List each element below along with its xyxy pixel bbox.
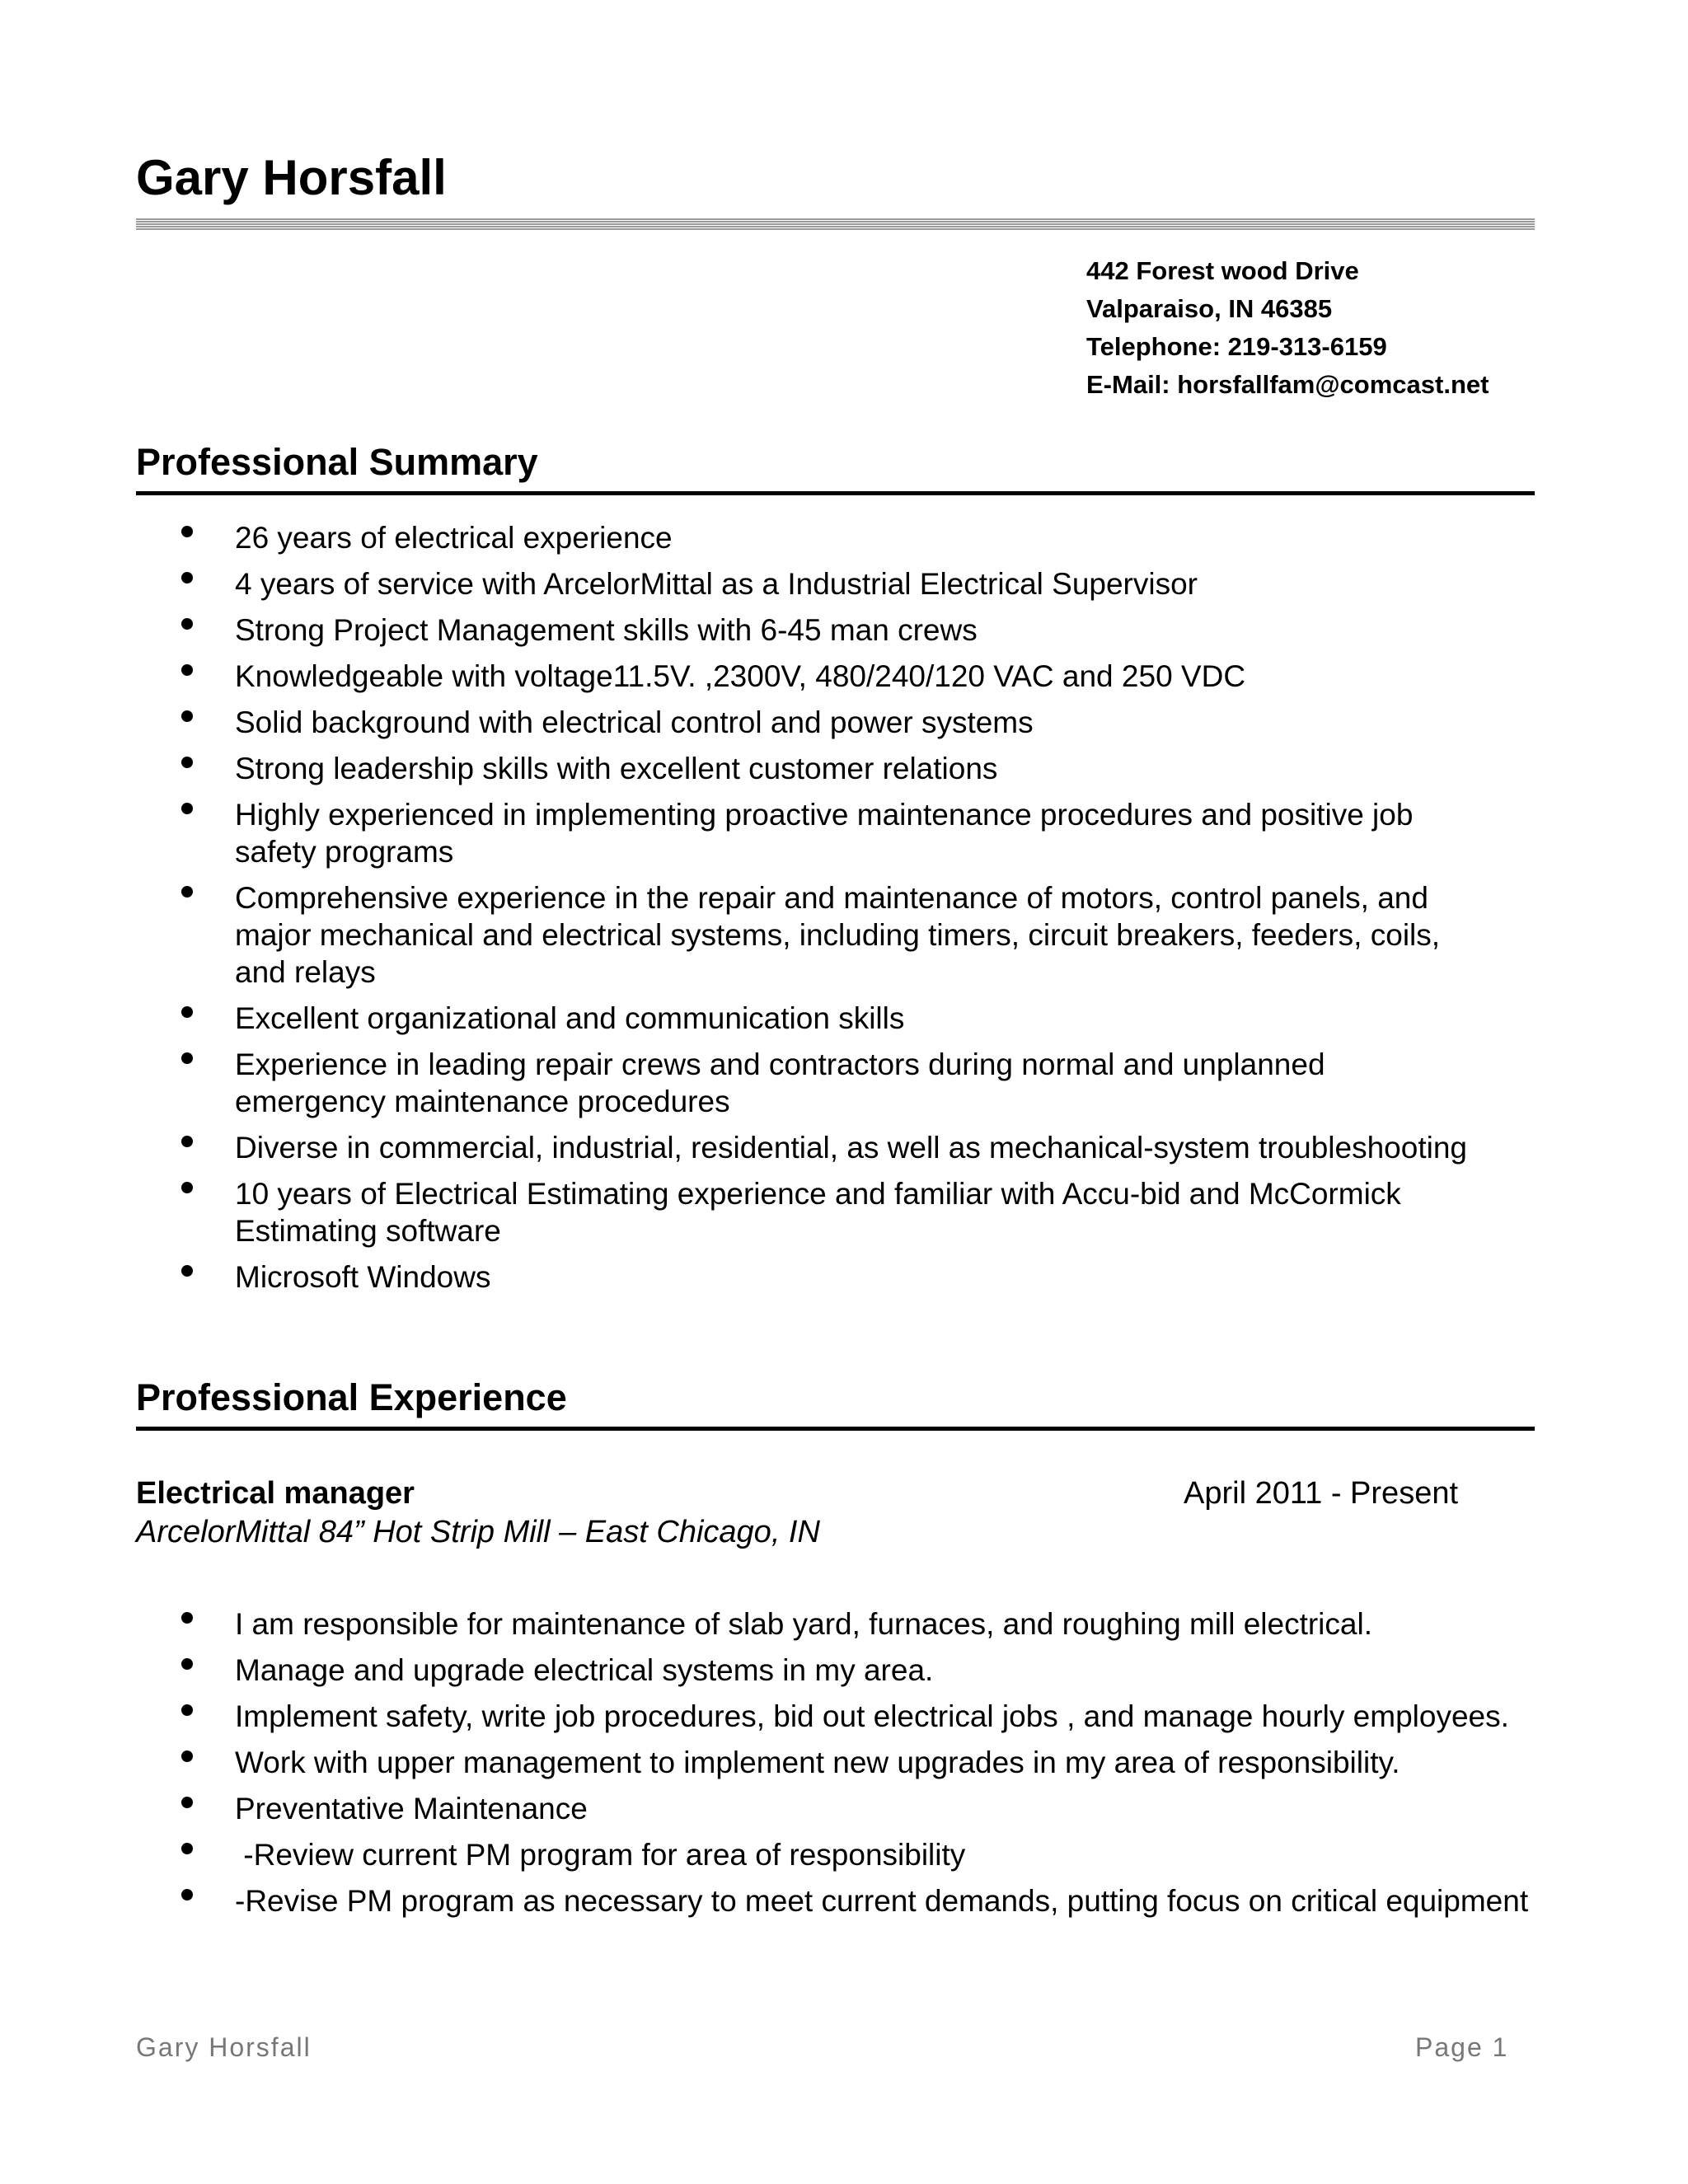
bullet-icon <box>181 1797 193 1808</box>
bullet-icon <box>181 664 193 676</box>
list-item: Microsoft Windows <box>136 1258 1471 1296</box>
bullet-icon <box>181 803 193 814</box>
bullet-icon <box>181 1612 193 1624</box>
bullet-icon <box>181 710 193 722</box>
list-item: Work with upper management to implement new upgrades in my area of responsibility. <box>136 1744 1535 1781</box>
bullet-icon <box>181 1182 193 1193</box>
job-title: Electrical manager <box>136 1476 415 1511</box>
summary-heading: Professional Summary <box>136 441 538 483</box>
telephone: Telephone: 219-313-6159 <box>1086 332 1387 361</box>
list-item: Comprehensive experience in the repair and maintenance of motors, control panels, and major mechanical and electrical systems, including timers, circuit breakers, feeders, coils, and relays <box>136 879 1471 991</box>
bullet-icon <box>181 572 193 583</box>
name-divider <box>136 218 1535 230</box>
bullet-icon <box>181 886 193 898</box>
list-item: 10 years of Electrical Estimating experience and familiar with Accu-bid and McCormick Estimating software <box>136 1175 1471 1249</box>
bullet-icon <box>181 1843 193 1854</box>
list-item: 4 years of service with ArcelorMittal as a Industrial Electrical Supervisor <box>136 565 1471 602</box>
experience-heading: Professional Experience <box>136 1376 567 1418</box>
list-item: Strong leadership skills with excellent customer relations <box>136 750 1471 787</box>
bullet-icon <box>181 1052 193 1064</box>
experience-divider <box>136 1427 1535 1431</box>
list-item: Highly experienced in implementing proactive maintenance procedures and positive job safety programs <box>136 796 1471 870</box>
list-item: Experience in leading repair crews and contractors during normal and unplanned emergency maintenance procedures <box>136 1046 1471 1120</box>
bullet-icon <box>181 1006 193 1018</box>
bullet-icon <box>181 526 193 537</box>
bullet-icon <box>181 757 193 768</box>
list-item: -Review current PM program for area of responsibility <box>136 1836 1535 1873</box>
list-item: Knowledgeable with voltage11.5V. ,2300V, 480/240/120 VAC and 250 VDC <box>136 658 1471 695</box>
bullet-icon <box>181 1889 193 1900</box>
list-item: Manage and upgrade electrical systems in my area. <box>136 1652 1535 1689</box>
list-item: -Revise PM program as necessary to meet current demands, putting focus on critical equipment <box>136 1882 1535 1919</box>
job-duties-list <box>136 1605 1535 1929</box>
bullet-icon <box>181 1265 193 1277</box>
bullet-icon <box>181 1658 193 1670</box>
bullet-icon <box>181 1750 193 1762</box>
summary-list <box>136 519 1471 1305</box>
list-item: Preventative Maintenance <box>136 1790 1535 1827</box>
footer-page-number: Page 1 <box>1415 2032 1509 2062</box>
list-item: Strong Project Management skills with 6-45 man crews <box>136 612 1471 649</box>
job-dates: April 2011 - Present <box>1184 1476 1459 1511</box>
list-item: 26 years of electrical experience <box>136 519 1471 556</box>
bullet-icon <box>181 1136 193 1147</box>
resume-name: Gary Horsfall <box>136 150 447 205</box>
bullet-icon <box>181 618 193 630</box>
list-item: Diverse in commercial, industrial, residential, as well as mechanical-system troubleshooting <box>136 1129 1471 1166</box>
job-company: ArcelorMittal 84” Hot Strip Mill – East Chicago, IN <box>136 1515 820 1549</box>
contact-block <box>1086 252 1489 404</box>
footer-name: Gary Horsfall <box>136 2032 312 2062</box>
list-item: I am responsible for maintenance of slab yard, furnaces, and roughing mill electrical. <box>136 1605 1535 1643</box>
bullet-icon <box>181 1704 193 1716</box>
list-item: Implement safety, write job procedures, bid out electrical jobs , and manage hourly employees. <box>136 1698 1535 1735</box>
summary-divider <box>136 491 1535 495</box>
address-line-1: 442 Forest wood Drive <box>1086 256 1359 285</box>
list-item: Excellent organizational and communication skills <box>136 1000 1471 1037</box>
email: E-Mail: horsfallfam@comcast.net <box>1086 370 1489 399</box>
address-line-2: Valparaiso, IN 46385 <box>1086 294 1333 323</box>
list-item: Solid background with electrical control and power systems <box>136 704 1471 741</box>
